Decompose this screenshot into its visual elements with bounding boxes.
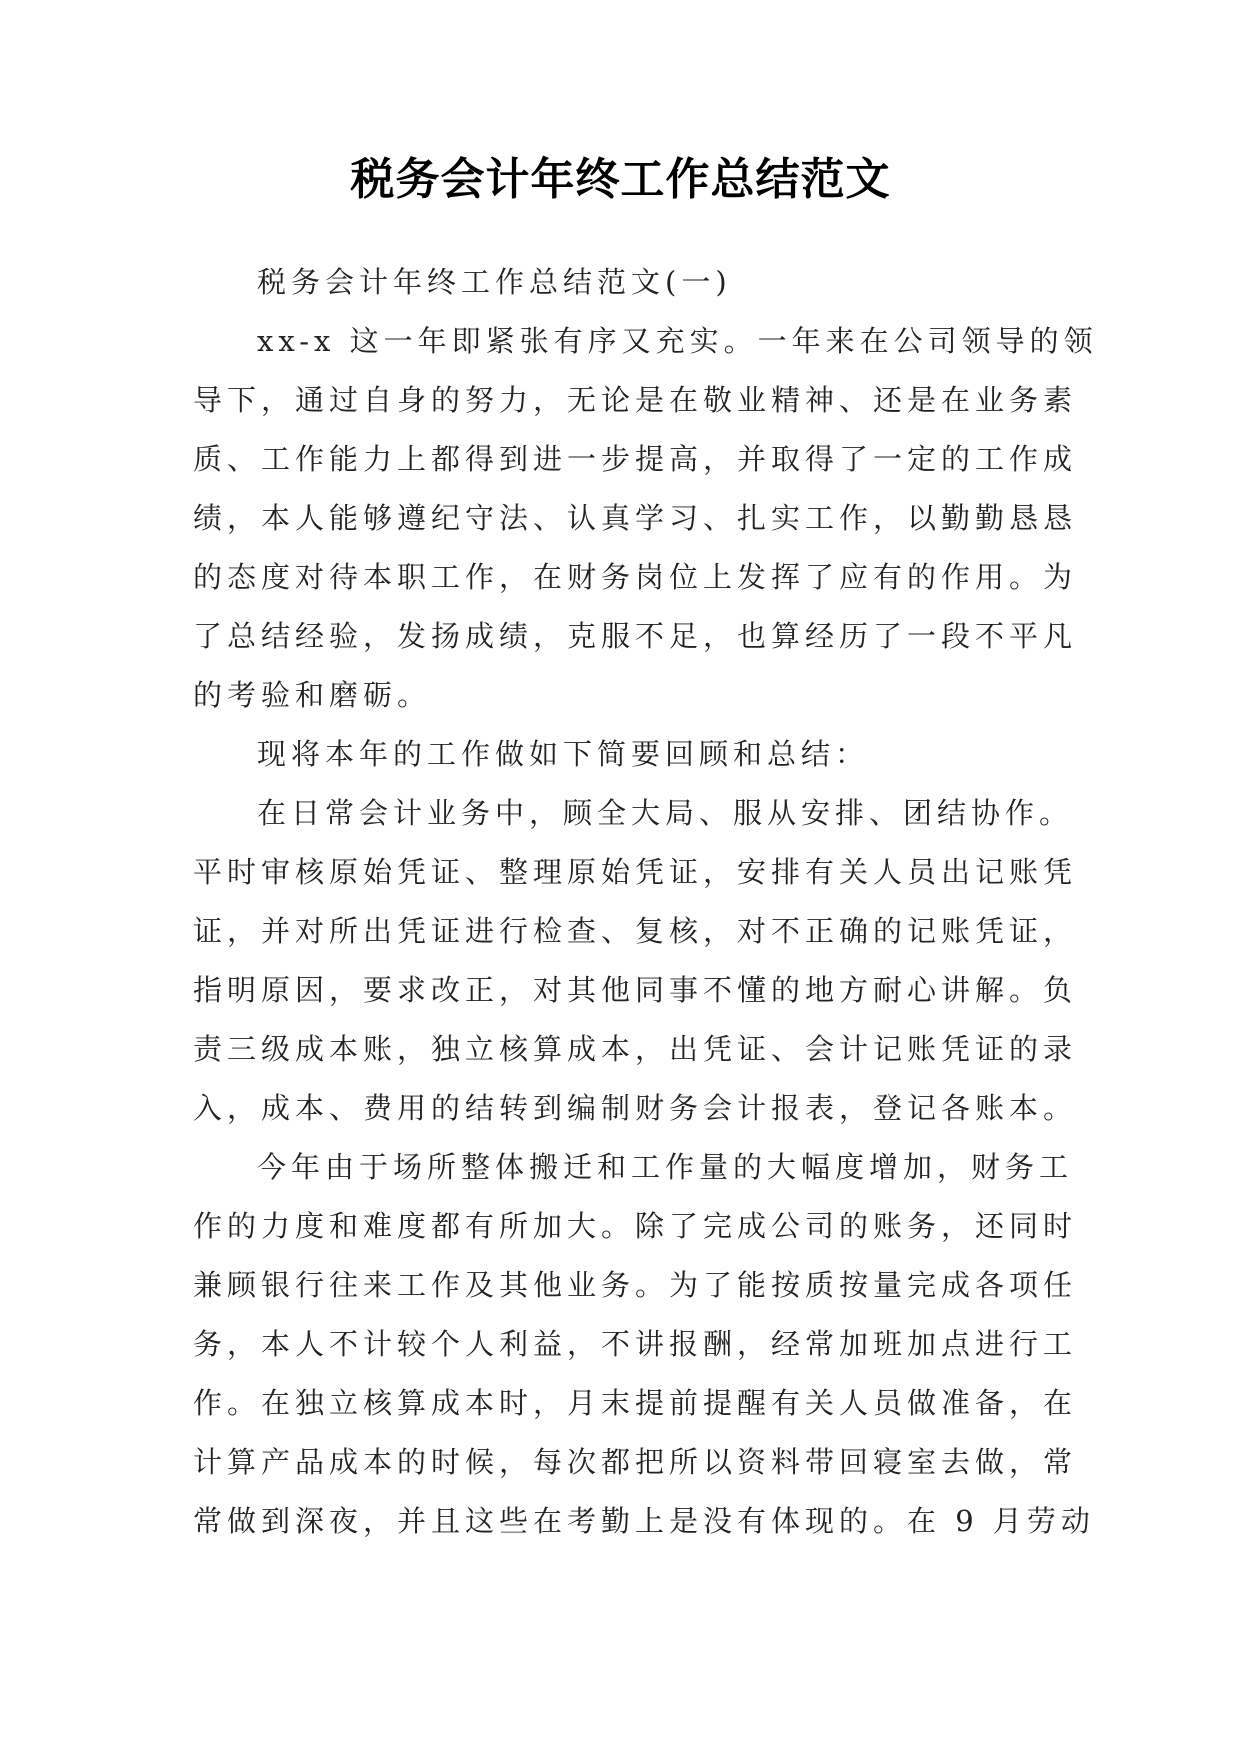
- text-line: 作的力度和难度都有所加大。除了完成公司的账务，还同时: [193, 1209, 1078, 1243]
- text-line: 今年由于场所整体搬迁和工作量的大幅度增加，财务工: [257, 1150, 1074, 1184]
- text-line: 税务会计年终工作总结范文(一): [257, 265, 732, 299]
- text-line: 平时审核原始凭证、整理原始凭证，安排有关人员出记账凭: [193, 855, 1078, 889]
- text-line: 务，本人不计较个人利益，不讲报酬，经常加班加点进行工: [193, 1327, 1078, 1361]
- document-title: 税务会计年终工作总结范文: [350, 154, 891, 205]
- text-line: 的态度对待本职工作，在财务岗位上发挥了应有的作用。为: [193, 560, 1078, 594]
- text-line: 常做到深夜，并且这些在考勤上是没有体现的。在 9 月劳动: [193, 1504, 1095, 1538]
- text-line: 绩，本人能够遵纪守法、认真学习、扎实工作，以勤勤恳恳: [193, 501, 1078, 535]
- text-line: 责三级成本账，独立核算成本，出凭证、会计记账凭证的录: [193, 1032, 1078, 1066]
- text-line: 导下，通过自身的努力，无论是在敬业精神、还是在业务素: [193, 383, 1078, 417]
- text-line: 了总结经验，发扬成绩，克服不足，也算经历了一段不平凡: [193, 619, 1078, 653]
- text-line: 计算产品成本的时候，每次都把所以资料带回寝室去做，常: [193, 1445, 1078, 1479]
- text-line: 入，成本、费用的结转到编制财务会计报表，登记各账本。: [193, 1091, 1078, 1125]
- text-line: 在日常会计业务中，顾全大局、服从安排、团结协作。: [257, 796, 1074, 830]
- text-line: 证，并对所出凭证进行检查、复核，对不正确的记账凭证，: [193, 914, 1078, 948]
- text-line: 现将本年的工作做如下简要回顾和总结：: [257, 737, 870, 771]
- text-line: 质、工作能力上都得到进一步提高，并取得了一定的工作成: [193, 442, 1078, 476]
- text-line: 作。在独立核算成本时，月末提前提醒有关人员做准备，在: [193, 1386, 1078, 1420]
- text-line: 的考验和磨砺。: [193, 678, 432, 712]
- document-body: [193, 253, 1098, 1551]
- text-line: 指明原因，要求改正，对其他同事不懂的地方耐心讲解。负: [193, 973, 1078, 1007]
- text-line: xx-x 这一年即紧张有序又充实。一年来在公司领导的领: [257, 324, 1098, 358]
- text-line: 兼顾银行往来工作及其他业务。为了能按质按量完成各项任: [193, 1268, 1078, 1302]
